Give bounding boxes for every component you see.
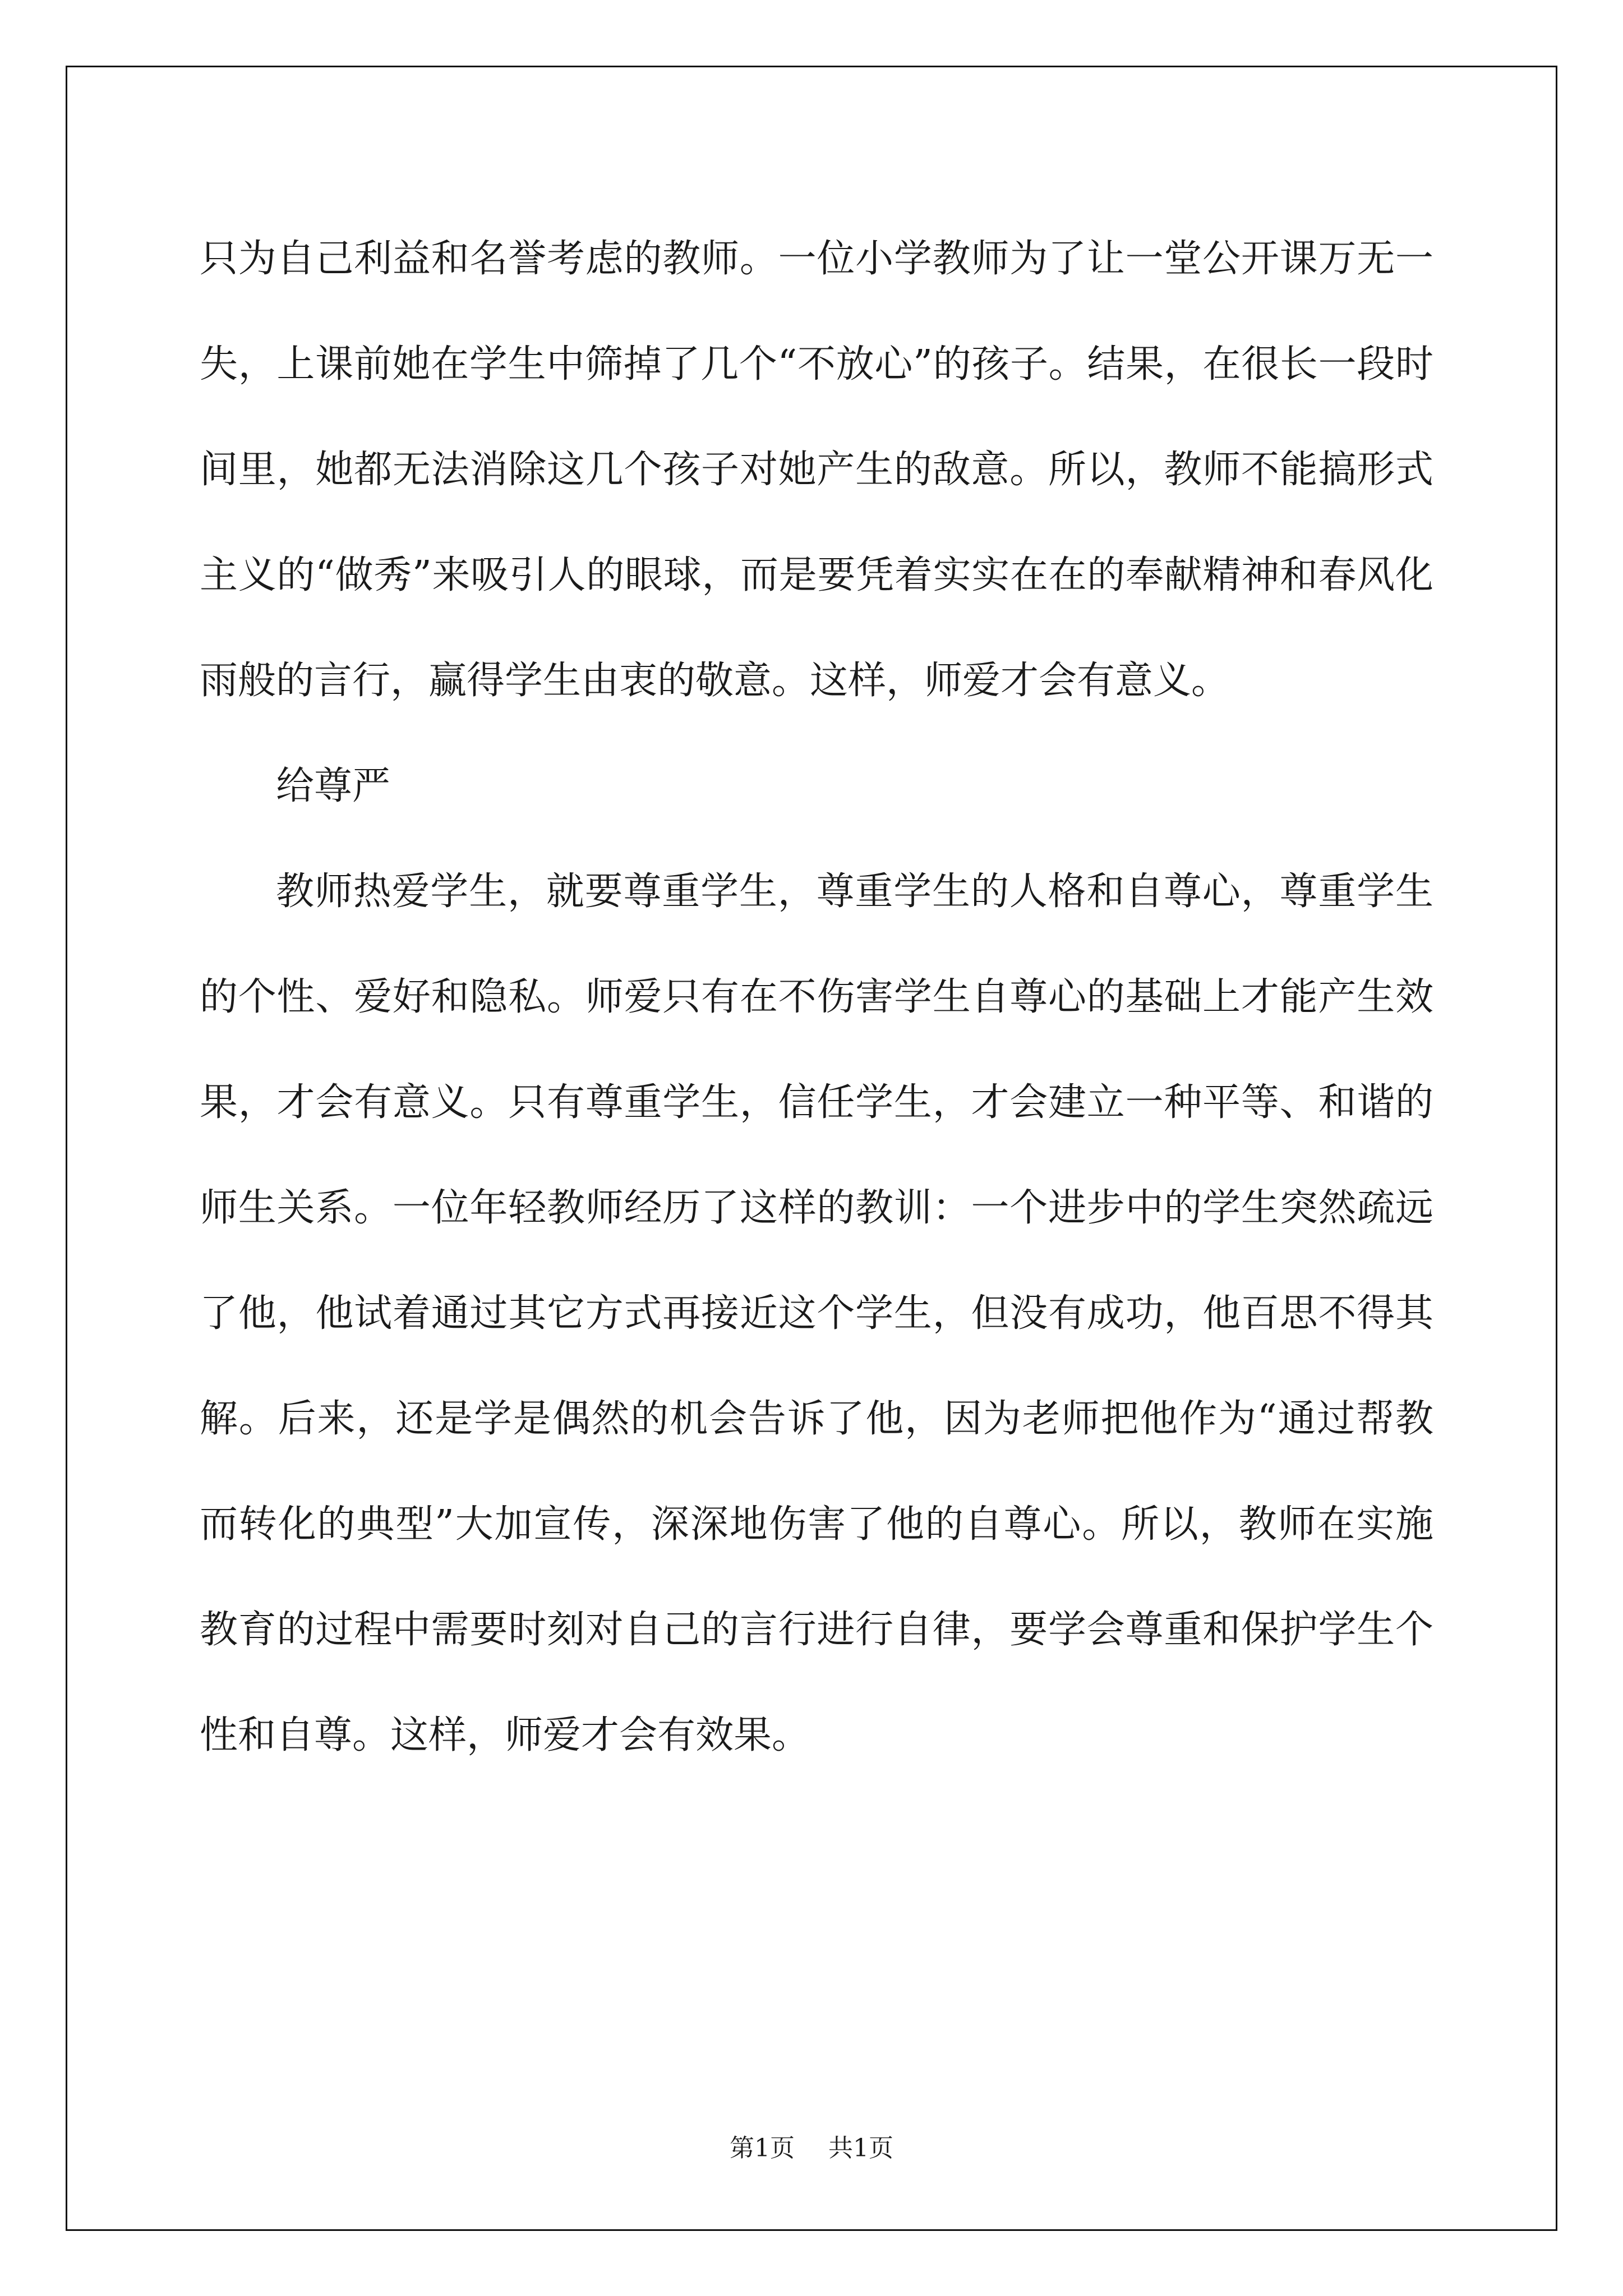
page-total: 共1页 <box>828 2134 893 2162</box>
section-heading: 给尊严 <box>276 764 391 808</box>
page-number: 第1页 <box>730 2134 795 2162</box>
page-footer <box>0 2132 1623 2165</box>
paragraph-continuation: 只为自己利益和名誉考虑的教师。一位小学教师为了让一堂公开课万无一失，上课前她在学生中筛掉了几个“不放心”的孩子。结果，在很长一段时间里，她都无法消除这几个孩子对她产生的敌意。所以，教师不能搞形式主义的“做秀”来吸引人的眼球，而是要凭着实实在在的奉献精神和春风化雨般的言行，赢得学生由衷的敬意。这样，师爱才会有意义。 <box>200 237 1433 703</box>
document-body <box>200 206 1433 1788</box>
paragraph-body: 教师热爱学生，就要尊重学生，尊重学生的人格和自尊心，尊重学生的个性、爱好和隐私。师爱只有在不伤害学生自尊心的基础上才能产生效果，才会有意义。只有尊重学生，信任学生，才会建立一种平等、和谐的师生关系。一位年轻教师经历了这样的教训：一个进步中的学生突然疏远了他，他试着通过其它方式再接近这个学生，但没有成功，他百思不得其解。后来，还是学是偶然的机会告诉了他，因为老师把他作为“通过帮教而转化的典型”大加宣传，深深地伤害了他的自尊心。所以，教师在实施教育的过程中需要时刻对自己的言行进行自律，要学会尊重和保护学生个性和自尊。这样，师爱才会有效果。 <box>200 869 1433 1757</box>
